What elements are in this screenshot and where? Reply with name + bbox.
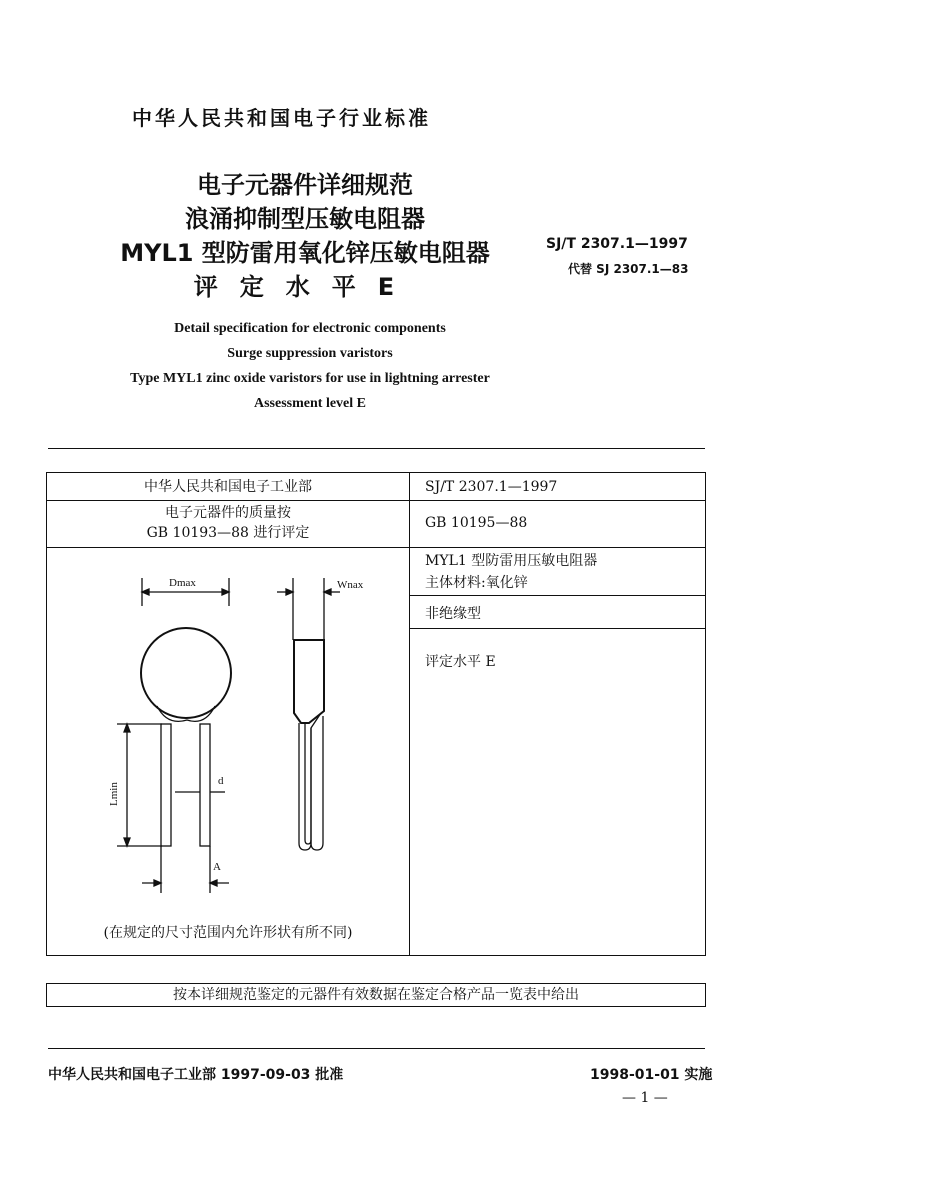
d-label: d: [218, 775, 224, 787]
replaced-standard: 代替 SJ 2307.1—83: [568, 262, 689, 276]
table-row-divider: [409, 628, 705, 629]
side-view-lead-rear: [311, 716, 323, 850]
document-title: [100, 168, 510, 304]
issuing-authority-header: 中华人民共和国电子行业标准: [132, 106, 431, 130]
english-line-2: Surge suppression varistors: [227, 346, 393, 361]
side-view-body: [294, 640, 324, 723]
lead-right: [200, 724, 210, 846]
cell-insulation-type: 非绝缘型: [425, 606, 481, 622]
title-line-3: MYL1 型防雷用氧化锌压敏电阻器: [120, 239, 490, 267]
approval-date: 中华人民共和国电子工业部 1997-09-03 批准: [48, 1067, 344, 1083]
side-view-lead-back: [305, 723, 311, 844]
wmax-label: Wnax: [337, 579, 364, 591]
cell-generic-spec: GB 10195—88: [425, 515, 528, 531]
effective-date: 1998-01-01 实施: [590, 1067, 713, 1083]
table-row-divider: [409, 595, 705, 596]
english-line-1: Detail specification for electronic components: [174, 321, 446, 336]
spec-table: [46, 472, 706, 956]
cell-quality-basis-2: GB 10193—88 进行评定: [146, 525, 310, 541]
standard-code-block: [546, 236, 688, 277]
cell-assessment-level: 评定水平 E: [425, 654, 496, 670]
english-line-4: Assessment level E: [254, 396, 366, 411]
varistor-outline-drawing: [47, 548, 409, 948]
a-arrows: [154, 880, 217, 886]
dmax-label: Dmax: [169, 577, 196, 589]
lmin-label: Lmin: [108, 782, 120, 806]
top-divider: [48, 448, 705, 449]
cell-standard-code: SJ/T 2307.1—1997: [425, 479, 558, 495]
cell-body-material: 主体材料:氧化锌: [425, 575, 528, 591]
cell-quality-basis-1: 电子元器件的质量按: [165, 505, 291, 521]
english-title: [60, 316, 560, 416]
page-number: — 1 —: [622, 1090, 668, 1106]
side-view-lead-front: [299, 713, 321, 850]
table-column-divider: [409, 473, 410, 955]
bottom-divider: [48, 1048, 705, 1049]
english-line-3: Type MYL1 zinc oxide varistors for use in lightning arrester: [130, 371, 490, 386]
drawing-caption: (在规定的尺寸范围内允许形状有所不同): [103, 925, 353, 941]
a-label: A: [213, 861, 221, 873]
standard-number: SJ/T 2307.1—1997: [546, 236, 688, 252]
table-row-divider: [47, 500, 705, 501]
cell-ministry: 中华人民共和国电子工业部: [144, 479, 312, 495]
varistor-disc: [141, 628, 231, 718]
title-line-1: 电子元器件详细规范: [197, 171, 413, 199]
qualified-products-notice: 按本详细规范鉴定的元器件有效数据在鉴定合格产品一览表中给出: [46, 983, 706, 1007]
title-line-4: 评定水平E: [193, 273, 417, 301]
lead-left: [161, 724, 171, 846]
title-line-2: 浪涌抑制型压敏电阻器: [185, 205, 425, 233]
cell-product-type: MYL1 型防雷用压敏电阻器: [425, 553, 598, 569]
